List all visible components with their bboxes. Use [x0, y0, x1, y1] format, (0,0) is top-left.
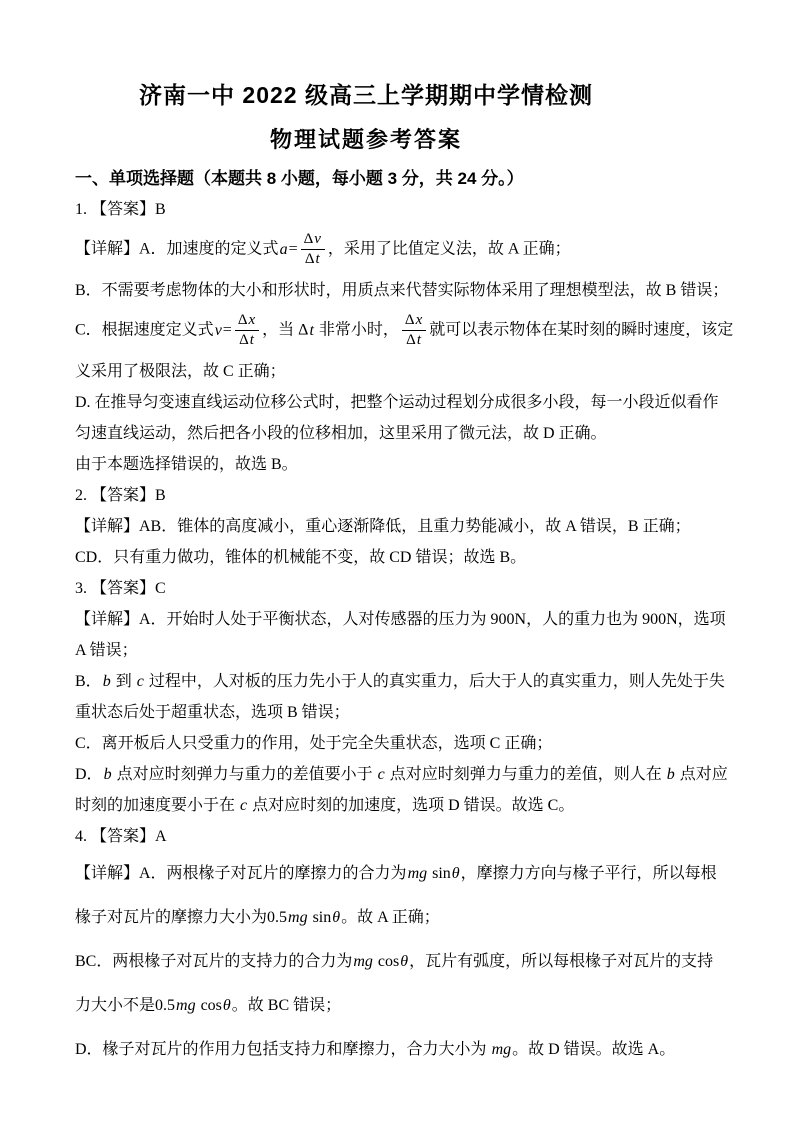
math-variable: v: [314, 231, 321, 247]
math-variable: c: [136, 673, 144, 690]
math-fraction: $\frac{\Delta x}{\Delta t}$: [402, 312, 426, 348]
math-variable: t: [249, 331, 254, 348]
math-fraction: $\frac{\Delta x}{\Delta t}$: [235, 312, 259, 348]
q1-detail-d-cont: 匀速直线运动，然后把各小段的位移相加，这里采用了微元法，故 D 正确。: [75, 425, 607, 442]
q4-detail-bc: BC．两根椽子对瓦片的支持力的合力为mg cosθ，瓦片有弧度，所以每根椽子对瓦片的支持: [75, 953, 714, 970]
q1-detail-c: C．根据速度定义式v= $\frac{\Delta x}{\Delta t}$ ，当 Δt 非常小时， $\frac{\Delta x}{\Delta t}$ 就可以表示物体在某时刻的瞬时速度，该定: [75, 312, 734, 348]
math-variable: t: [416, 331, 421, 348]
q3-answer: 3. 【答案】C: [75, 580, 166, 597]
math-variable: mg: [176, 997, 196, 1014]
q1-detail-a: 【详解】A．加速度的定义式a= $\frac{\Delta v}{\Delta t}$ ，采用了比值定义法，故 A 正确；: [75, 231, 571, 267]
section-heading: 一、单项选择题（本题共 8 小题，每小题 3 分，共 24 分。）: [75, 169, 524, 188]
math-variable: c: [240, 797, 248, 814]
math-variable: x: [248, 312, 256, 328]
math-variable: mg: [288, 909, 308, 926]
q2-answer: 2. 【答案】B: [75, 487, 166, 504]
q4-detail-d: D．椽子对瓦片的作用力包括支持力和摩擦力，合力大小为 mg。故 D 错误。故选 A。: [75, 1041, 676, 1058]
math-variable: x: [415, 312, 423, 328]
math-variable: t: [315, 250, 320, 267]
document-title: 济南一中 2022 级高三上学期期中学情检测: [139, 82, 593, 108]
q3-detail-d-cont: 时刻的加速度要小于在 c 点对应时刻的加速度，选项 D 错误。故选 C。: [75, 797, 575, 814]
q4-detail-a: 【详解】A．两根椽子对瓦片的摩擦力的合力为mg sinθ，摩擦力方向与椽子平行，所以每根: [75, 865, 717, 882]
math-variable: v: [214, 321, 222, 339]
q1-detail-c-cont: 义采用了极限法，故 C 正确；: [75, 363, 286, 380]
q4-answer: 4. 【答案】A: [75, 828, 167, 845]
math-variable: t: [309, 321, 314, 339]
math-variable: mg: [353, 953, 373, 970]
q2-detail-cd: CD．只有重力做功，锥体的机械能不变，故 CD 错误；故选 B。: [75, 549, 527, 566]
math-variable: c: [377, 766, 385, 783]
document-body: [75, 194, 745, 1072]
math-variable: b: [666, 766, 675, 783]
math-variable: b: [103, 766, 112, 783]
math-variable: θ: [332, 909, 341, 926]
math-variable: b: [102, 673, 111, 690]
document-subtitle: 物理试题参考答案: [269, 127, 462, 152]
q1-detail-d: D. 在推导匀变速直线运动位移公式时，把整个运动过程划分成很多小段，每一小段近似看作: [75, 394, 719, 411]
q3-detail-b-cont: 重状态后处于超重状态，选项 B 错误；: [75, 704, 350, 721]
q3-detail-a-cont: A 错误；: [75, 642, 138, 659]
q3-detail-d: D．b 点对应时刻弹力与重力的差值要小于 c 点对应时刻弹力与重力的差值，则人在 b 点对应: [75, 766, 728, 783]
math-variable: θ: [400, 953, 409, 970]
q3-detail-a: 【详解】A．开始时人处于平衡状态，人对传感器的压力为 900N，人的重力也为 900N，选项: [75, 611, 726, 628]
math-variable: mg: [491, 1041, 512, 1058]
q3-detail-b: B．b 到 c 过程中，人对板的压力先小于人的真实重力，后大于人的真实重力，则人先处于失: [75, 673, 725, 690]
math-variable: mg: [407, 865, 428, 882]
q1-answer: 1. 【答案】B: [75, 201, 166, 218]
document-header: [75, 80, 745, 154]
q2-detail-ab: 【详解】AB．锥体的高度减小，重心逐渐降低，且重力势能减小，故 A 错误，B 正确；: [75, 518, 691, 535]
q4-detail-a-cont: 椽子对瓦片的摩擦力大小为0.5mg sinθ。故 A 正确；: [75, 909, 440, 926]
q1-conclusion: 由于本题选择错误的，故选 B。: [75, 456, 298, 473]
math-variable: θ: [451, 865, 460, 882]
math-fraction: $\frac{\Delta v}{\Delta t}$: [301, 231, 325, 267]
q1-detail-b: B．不需要考虑物体的大小和形状时，用质点来代替实际物体采用了理想模型法，故 B 错误；: [75, 282, 729, 299]
q3-detail-c: C．离开板后人只受重力的作用，处于完全失重状态，选项 C 正确；: [75, 735, 553, 752]
math-variable: θ: [222, 997, 231, 1014]
math-variable: a: [279, 240, 288, 258]
q4-detail-bc-cont: 力大小不是0.5mg cosθ。故 BC 错误；: [75, 997, 342, 1014]
